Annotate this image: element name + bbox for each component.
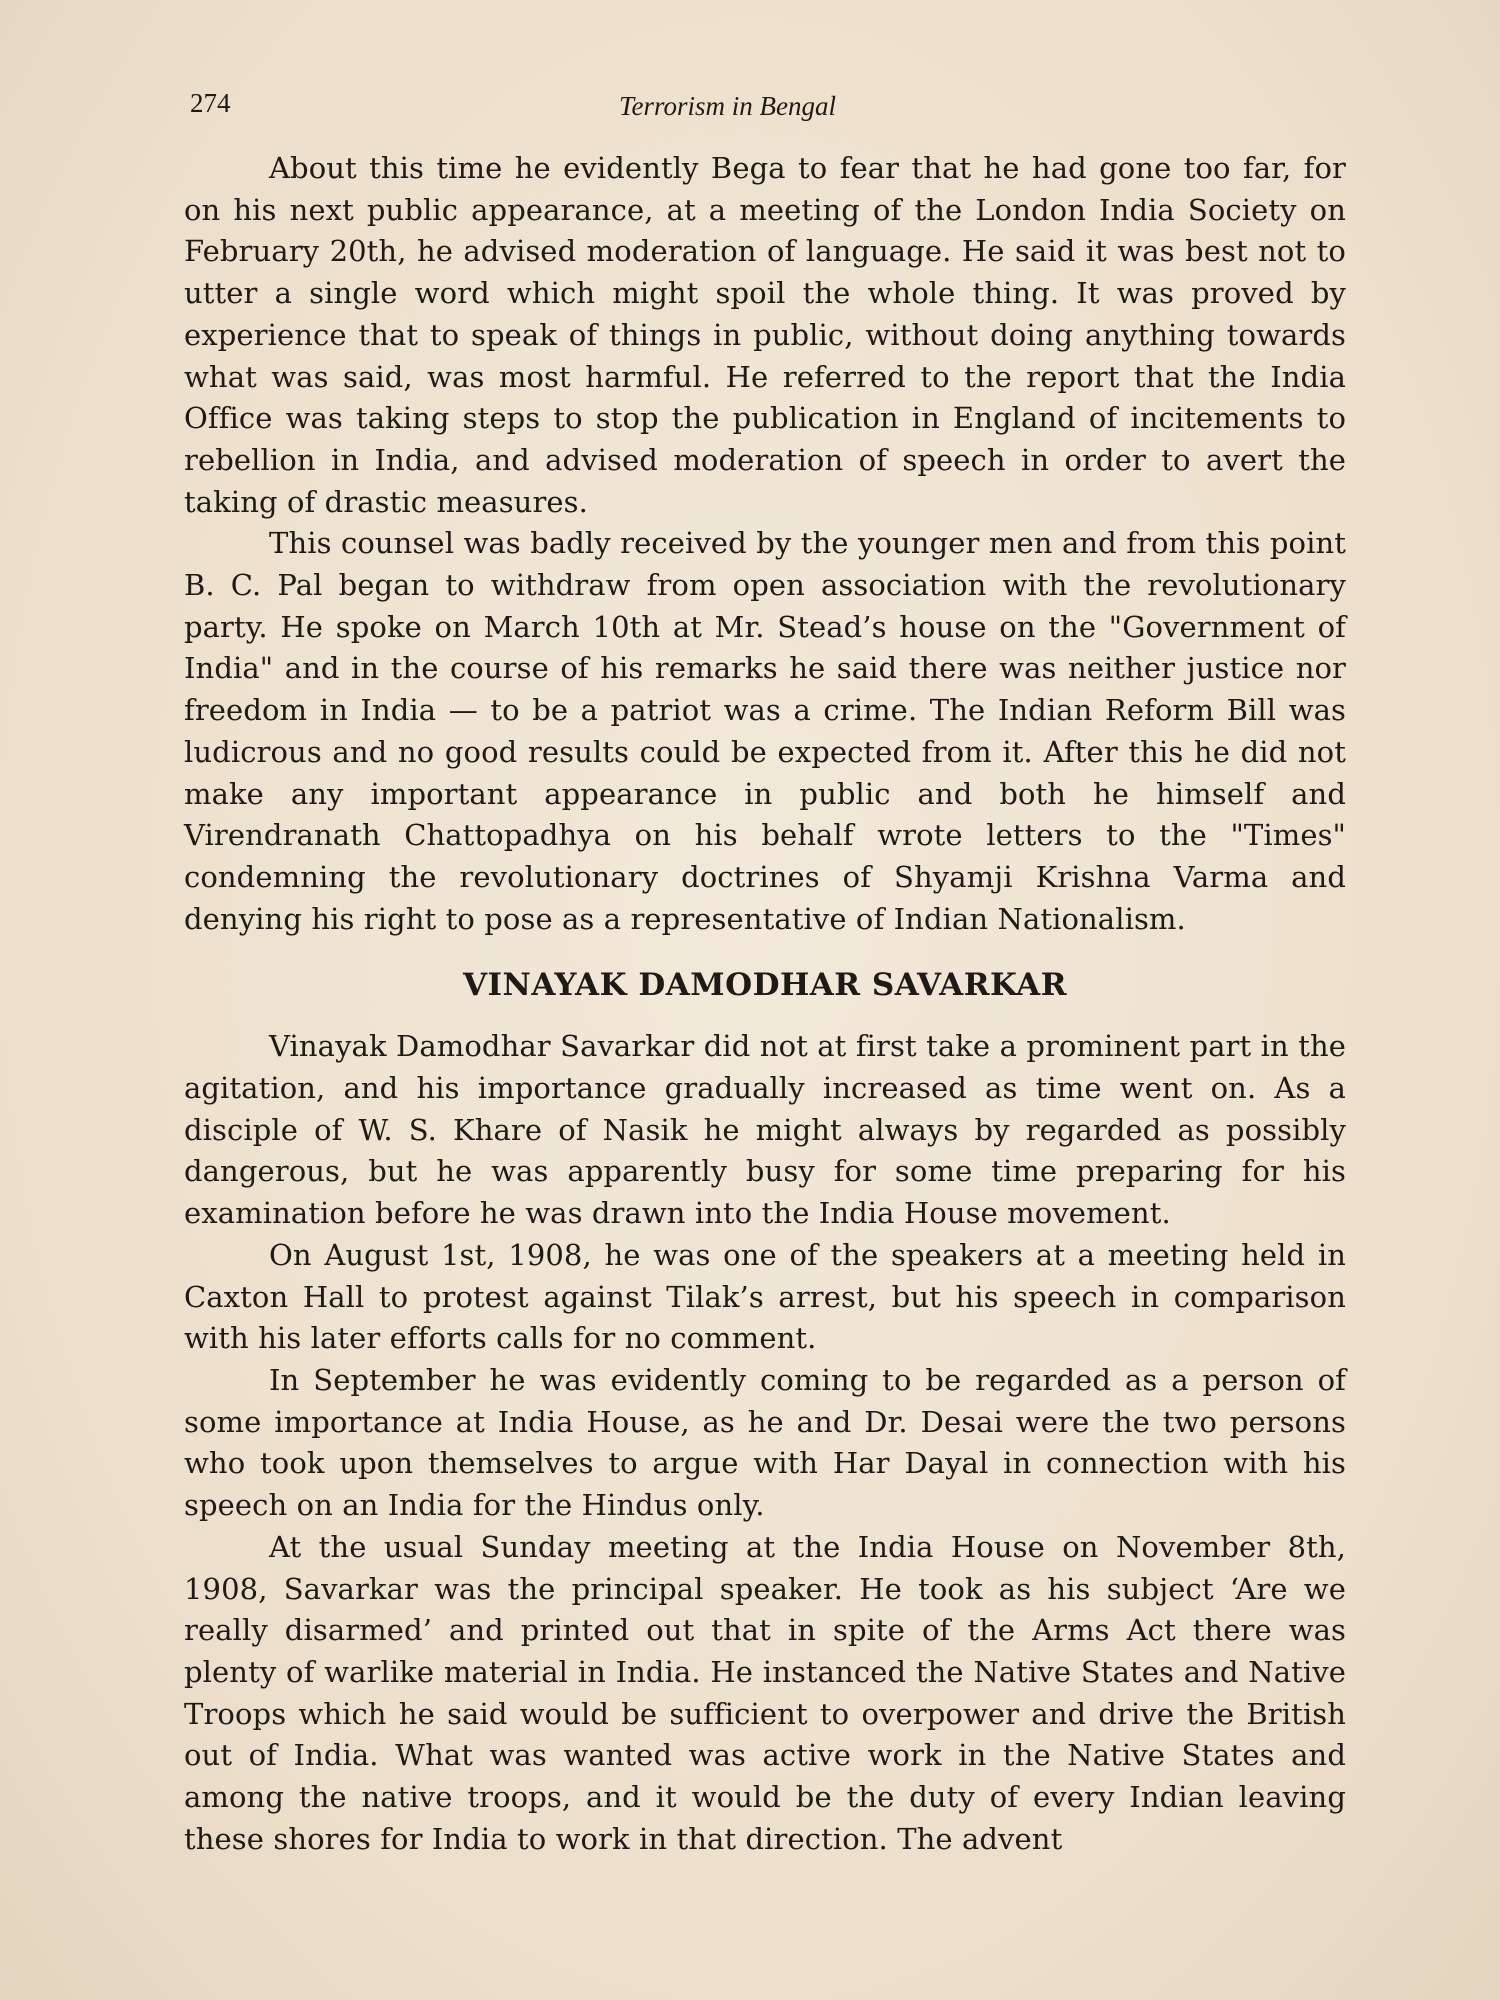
paragraph: At the usual Sunday meeting at the India House on November 8th, 1908, Savarkar was the principal speaker. He took as his subject ‘Are we really disarmed’ and printed out that in spite of the Arms Act there was plenty of warlike material in India. He instanced the Native States and Native Troops which he said would be sufficient to overpower and drive the British out of India. What was wanted was active work in the Native States and among the native troops, and it would be the duty of every Indian leaving these shores for India to work in that direction. The advent [184, 1529, 1346, 1856]
paragraph: About this time he evidently Bega to fear that he had gone too far, for on his next public appearance, at a meeting of the London India Society on February 20th, he advised moderation of language. He said it was best not to utter a single word which might spoil the whole thing. It was proved by experience that to speak of things in public, without doing anything towards what was said, was most harmful. He referred to the report that the India Office was taking steps to stop the publication in England of incitements to rebellion in India, and advised moderation of speech in order to avert the taking of drastic measures. [184, 151, 1346, 519]
paragraph: In September he was evidently coming to be regarded as a person of some importance at India House, as he and Dr. Desai were the two persons who took upon themselves to argue with Har Dayal in connection with his speech on an India for the Hindus only. [184, 1362, 1346, 1523]
running-head: Terrorism in Bengal [619, 91, 837, 121]
paragraph: Vinayak Damodhar Savarkar did not at first take a prominent part in the agitation, and his importance gradually increased as time went on. As a disciple of W. S. Khare of Nasik he might always by regarded as possibly dangerous, but he was apparently busy for some time preparing for his examination before he was drawn into the India House movement. [184, 1029, 1346, 1231]
body-text [184, 148, 1346, 1860]
page-header [186, 88, 1346, 128]
paragraph: This counsel was badly received by the younger men and from this point B. C. Pal began to withdraw from open association with the revolutionary party. He spoke on March 10th at Mr. Stead’s house on the "Government of India" and in the course of his remarks he said there was neither justice nor freedom in India — to be a patriot was a crime. The Indian Reform Bill was ludicrous and no good results could be expected from it. After this he did not make any important appearance in public and both he himself and Virendranath Chattopadhya on his behalf wrote letters to the "Times" condemning the revolutionary doctrines of Shyamji Krishna Varma and denying his right to pose as a representative of Indian Nationalism. [184, 526, 1346, 936]
section-heading: VINAYAK DAMODHAR SAVARKAR [462, 967, 1067, 1004]
page-number: 274 [190, 88, 231, 118]
paragraph: On August 1st, 1908, he was one of the speakers at a meeting held in Caxton Hall to protest against Tilak’s arrest, but his speech in comparison with his later efforts calls for no comment. [184, 1237, 1346, 1356]
